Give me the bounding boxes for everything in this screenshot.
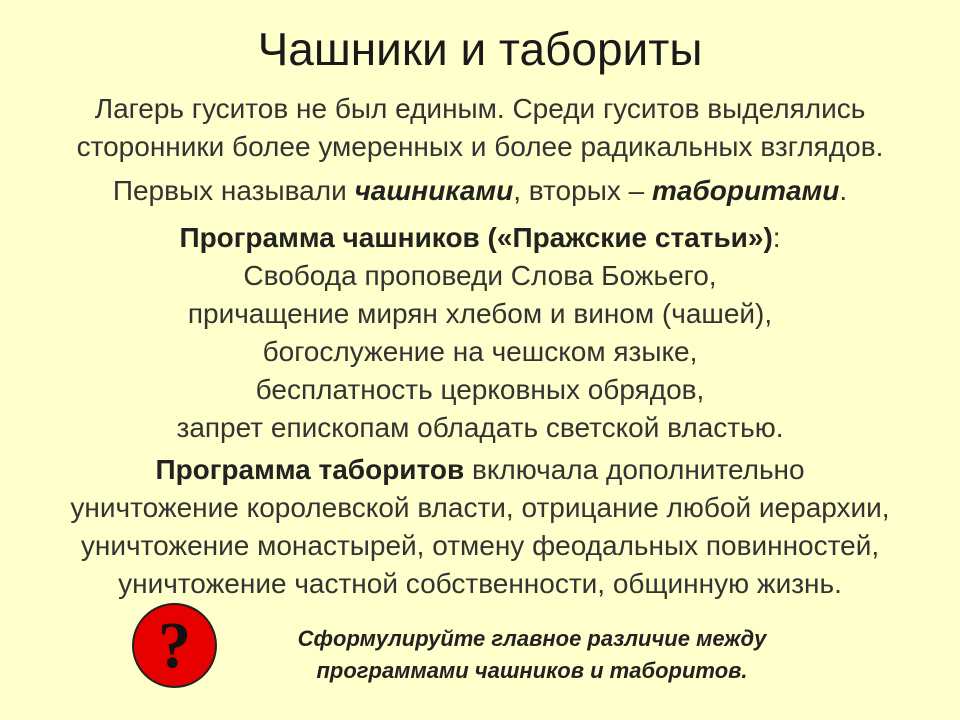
intro-paragraph	[0, 90, 960, 166]
question-line-1: Сформулируйте главное различие между	[297, 626, 767, 651]
chashniki-heading-line	[0, 219, 960, 257]
question-mark-icon	[132, 603, 217, 688]
taborites-line: уничтожение королевской власти, отрицание любой иерархии,	[70, 492, 890, 523]
taborites-line: уничтожение частной собственности, общинную жизнь.	[118, 568, 842, 599]
names-suffix: .	[839, 175, 848, 206]
chashniki-heading-colon: :	[772, 222, 781, 253]
names-paragraph	[0, 172, 960, 210]
intro-line-2: сторонники более умеренных и более радикальных взглядов.	[76, 131, 884, 162]
names-prefix: Первых называли	[112, 175, 355, 206]
taborites-heading-line	[0, 451, 960, 489]
taborites-line: уничтожение монастырей, отмену феодальных повинностей,	[80, 530, 880, 561]
question-task	[222, 623, 842, 687]
taborites-heading: Программа таборитов	[155, 454, 465, 485]
names-middle: , вторых –	[513, 175, 652, 206]
taborites-line-1-rest: включала дополнительно	[464, 454, 805, 485]
chashniki-item: Свобода проповеди Слова Божьего,	[243, 260, 717, 291]
chashniki-item: запрет епископам обладать светской властью.	[176, 412, 784, 443]
chashniki-item: бесплатность церковных обрядов,	[255, 374, 705, 405]
chashniki-item: причащение мирян хлебом и вином (чашей),	[187, 298, 773, 329]
term-chashniki: чашниками	[354, 175, 514, 206]
question-line-2: программами чашников и таборитов.	[316, 658, 748, 683]
chashniki-heading: Программа чашников («Пражские статьи»)	[179, 222, 773, 253]
question-mark-glyph: ?	[158, 609, 191, 682]
page-title: Чашники и табориты	[257, 23, 703, 75]
chashniki-program	[0, 219, 960, 447]
chashniki-item: богослужение на чешском языке,	[262, 336, 698, 367]
taborites-program	[0, 451, 960, 603]
term-taborites: таборитами	[651, 175, 840, 206]
intro-line-1: Лагерь гуситов не был единым. Среди гуситов выделялись	[94, 93, 866, 124]
